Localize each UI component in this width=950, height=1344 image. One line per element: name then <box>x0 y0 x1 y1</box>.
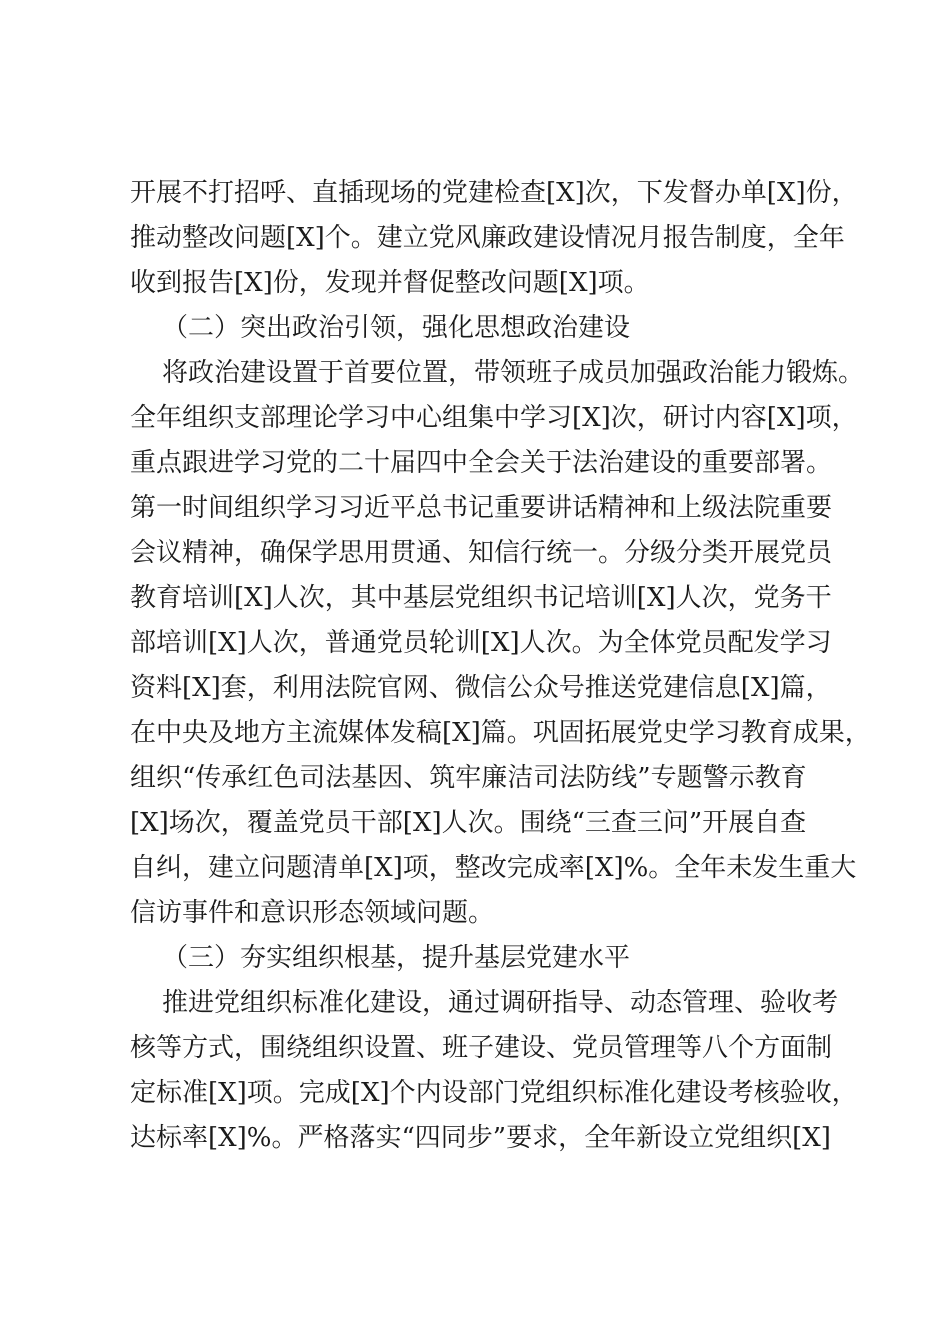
body-text-line: 在中央及地方主流媒体发稿[X]篇。巩固拓展党史学习教育成果， <box>130 718 871 748</box>
body-text-line: 核等方式，围绕组织设置、班子建设、党员管理等八个方面制 <box>130 1033 833 1063</box>
body-text-line: 定标准[X]项。完成[X]个内设部门党组织标准化建设考核验收， <box>130 1078 858 1108</box>
body-text-line: 组织“传承红色司法基因、筑牢廉洁司法防线”专题警示教育 <box>130 763 807 793</box>
body-text-line: 推进党组织标准化建设，通过调研指导、动态管理、验收考 <box>162 988 839 1018</box>
body-text-line: 开展不打招呼、直插现场的党建检查[X]次，下发督办单[X]份， <box>130 178 858 208</box>
body-text-line: 全年组织支部理论学习中心组集中学习[X]次，研讨内容[X]项， <box>130 403 858 433</box>
body-text-line: 收到报告[X]份，发现并督促整改问题[X]项。 <box>130 268 650 298</box>
body-text-line: [X]场次，覆盖党员干部[X]人次。围绕“三查三问”开展自查 <box>130 808 807 838</box>
body-text-line: 达标率[X]%。严格落实“四同步”要求，全年新设立党组织[X] <box>130 1123 831 1153</box>
body-text-line: 会议精神，确保学思用贯通、知信行统一。分级分类开展党员 <box>130 538 833 568</box>
body-text-line: 信访事件和意识形态领域问题。 <box>130 898 495 928</box>
body-text-line: 资料[X]套，利用法院官网、微信公众号推送党建信息[X]篇， <box>130 673 832 703</box>
body-text-line: 将政治建设置于首要位置，带领班子成员加强政治能力锻炼。 <box>162 358 865 388</box>
body-text-line: 重点跟进学习党的二十届四中全会关于法治建设的重要部署。 <box>130 448 833 478</box>
body-text-line: 部培训[X]人次，普通党员轮训[X]人次。为全体党员配发学习 <box>130 628 832 658</box>
body-text-line: 教育培训[X]人次，其中基层党组织书记培训[X]人次，党务干 <box>130 583 832 613</box>
section-heading: （二）突出政治引领，强化思想政治建设 <box>162 313 631 343</box>
body-text-line: 推动整改问题[X]个。建立党风廉政建设情况月报告制度，全年 <box>130 223 845 253</box>
section-heading: （三）夯实组织根基，提升基层党建水平 <box>162 943 631 973</box>
body-text-line: 第一时间组织学习习近平总书记重要讲话精神和上级法院重要 <box>130 493 833 523</box>
body-text-line: 自纠，建立问题清单[X]项，整改完成率[X]%。全年未发生重大 <box>130 853 857 883</box>
